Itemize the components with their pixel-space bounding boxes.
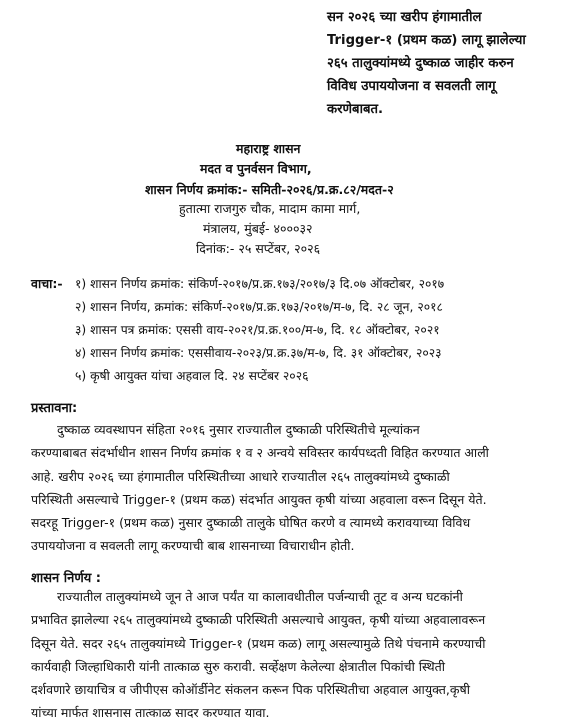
- subject-block: [327, 6, 567, 121]
- decision-heading: शासन निर्णय :: [31, 571, 101, 586]
- reference-item: १) शासन निर्णय क्रमांक: संकिर्ण-२०१७/प्र.क्र.१७३/२०१७/३ दि.०७ ऑक्टोबर, २०१७: [75, 277, 445, 291]
- decision-line: राज्यातील तालुक्यांमध्ये जून ते आज पर्यंत या कालावधीतील पर्जन्याची तूट व अन्य घटकांनी: [57, 589, 463, 604]
- resolution-date: दिनांक:- २५ सप्टेंबर, २०२६: [196, 241, 321, 256]
- address-line-1: हुतात्मा राजगुरु चौक, मादाम कामा मार्ग,: [179, 201, 361, 216]
- preamble-line: दुष्काळ व्यवस्थापन संहिता २०१६ नुसार राज्यातील दुष्काळी परिस्थितीचे मूल्यांकन: [57, 422, 420, 437]
- decision-line: प्रभावित झालेल्या २६५ तालुक्यांमध्ये दुष्काळी परिस्थिती असल्याचे आयुक्त, कृषी यांच्या अहवालावरून: [31, 612, 486, 628]
- reference-item: ४) शासन निर्णय क्रमांक: एससीवाय-२०२३/प्र.क्र.३७/म-७, दि. ३१ ऑक्टोबर, २०२३: [75, 346, 442, 360]
- subject-line: Trigger-१ (प्रथम कळ) लागू झालेल्या: [327, 33, 526, 48]
- references-label: वाचा:-: [31, 276, 63, 291]
- subject-line: सन २०२६ च्या खरीप हंगामातील: [327, 10, 482, 25]
- department-name: मदत व पुनर्वसन विभाग,: [200, 161, 312, 176]
- decision-line: दर्शवणारे छायाचित्र व जीपीएस कोऑर्डीनेट संकलन करून पिक परिस्थितीचा अहवाल आयुक्त,कृषी: [31, 682, 470, 698]
- preamble-line: आहे. खरीप २०२६ च्या हंगामातील परिस्थितीच्या आधारे राज्यातील २६५ तालुक्यांमध्ये दुष्काळी: [31, 468, 450, 484]
- subject-line: करणेबाबत.: [327, 102, 384, 117]
- reference-item: ५) कृषी आयुक्त यांचा अहवाल दि. २४ सप्टेंबर २०२६: [75, 369, 309, 383]
- decision-line: कार्यवाही जिल्हाधिकारी यांनी तात्काळ सुरु करावी. सर्व्हेक्षण केलेल्या क्षेत्रातील पिकांची स्थिती: [31, 658, 446, 674]
- preamble-line: करण्याबाबत संदर्भाधीन शासन निर्णय क्रमांक १ व २ अन्वये सविस्तर कार्यपध्दती विहित करण्यात आली: [31, 445, 489, 461]
- preamble-line: उपाययोजना व सवलती लागू करण्याची बाब शासनाच्या विचाराधीन होती.: [31, 538, 355, 554]
- decision-line: यांच्या मार्फत शासनास तात्काळ सादर करण्यात यावा.: [31, 705, 270, 721]
- preamble-line: सदरहू Trigger-१ (प्रथम कळ) नुसार दुष्काळी तालुके घोषित करणे व त्यामध्ये करावयाच्या विविध: [31, 515, 471, 531]
- government-name: महाराष्ट्र शासन: [236, 141, 301, 156]
- subject-line: २६५ तालुक्यांमध्ये दुष्काळ जाहीर करुन: [327, 56, 514, 71]
- reference-item: २) शासन निर्णय, क्रमांक: संकिर्ण-२०१७/प्र.क्र.१७३/२०१७/म-७, दि. २८ जून, २०१८: [75, 300, 443, 314]
- subject-line: विविध उपाययोजना व सवलती लागू: [327, 79, 496, 94]
- reference-item: ३) शासन पत्र क्रमांक: एससी वाय-२०२१/प्र.क्र.१००/म-७, दि. १८ ऑक्टोबर, २०२१: [75, 323, 440, 337]
- preamble-paragraph: [31, 418, 561, 558]
- preamble-line: परिस्थिती असल्याचे Trigger-१ (प्रथम कळ) संदर्भात आयुक्त कृषी यांच्या अहवाला वरून दिसून येते.: [31, 491, 487, 507]
- decision-paragraph: [31, 585, 561, 725]
- decision-line: दिसून येते. सदर २६५ तालुक्यांमध्ये Trigger-१ (प्रथम कळ) लागू असल्यामुळे तिथे पंचनामे करण्याची: [31, 635, 486, 651]
- preamble-heading: प्रस्तावना:: [31, 401, 78, 416]
- resolution-number: शासन निर्णय क्रमांक:- समिती-२०२६/प्र.क्र.८२/मदत-२: [145, 182, 394, 197]
- address-line-2: मंत्रालय, मुंबई- ४०००३२: [203, 221, 313, 236]
